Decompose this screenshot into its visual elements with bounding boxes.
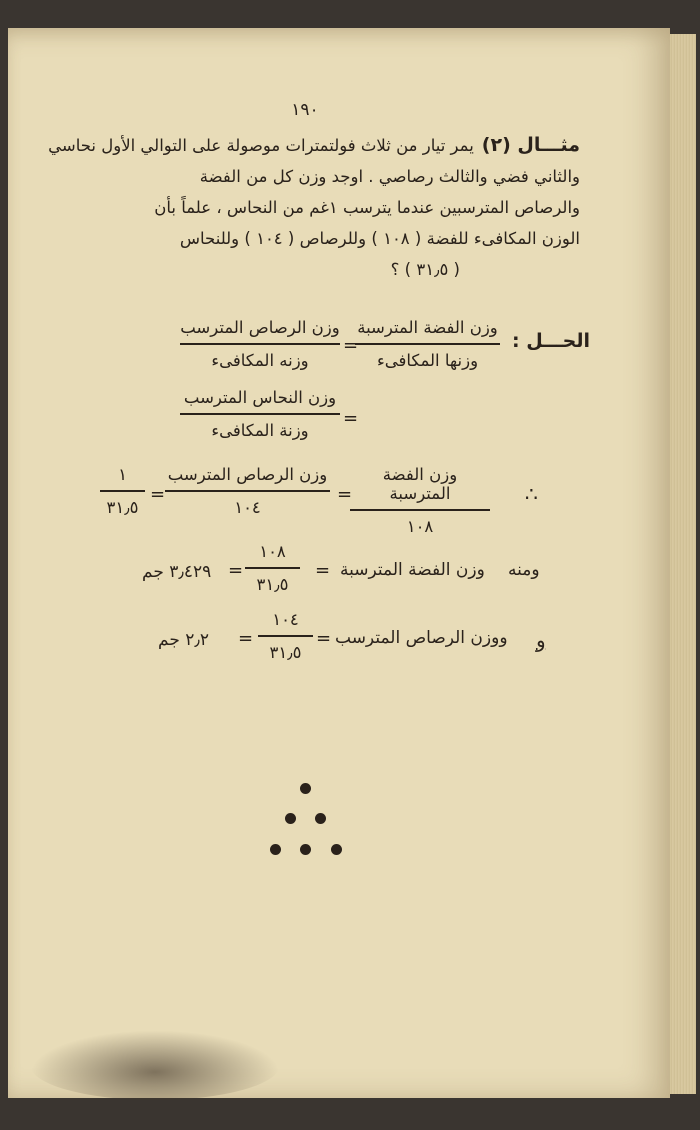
ornament-dot (285, 813, 296, 824)
ornament-dot (331, 844, 342, 855)
example-line-2: والثاني فضي والثالث رصاصي . اوجد وزن كل من الفضة (199, 167, 580, 186)
eq4-lhs: ووزن الرصاص المترسب (335, 628, 508, 648)
page-stain (30, 1030, 280, 1100)
eq2-equals-1: = (337, 484, 353, 505)
eq2-lead-fraction: وزن الرصاص المترسب ١٠٤ (165, 465, 330, 517)
eq4-equals-1: = (316, 628, 332, 649)
example-line-1: مثـــال (٢)يمر تيار من ثلاث فولتمترات موصولة على التوالي الأول نحاسي (48, 134, 580, 156)
example-line-5: ( ٣١٫٥ ) ؟ (390, 260, 460, 279)
eq3-equals-2: = (228, 560, 244, 581)
eq4-fraction: ١٠٤ ٣١٫٥ (258, 610, 313, 662)
eq2-copper-fraction: ١ ٣١٫٥ (100, 465, 145, 517)
eq3-prefix: ومنه (508, 560, 540, 580)
ornament-dot (270, 844, 281, 855)
eq3-equals-1: = (315, 560, 331, 581)
eq1-copper-fraction: وزن النحاس المترسب وزنة المكافىء (180, 388, 340, 440)
page-number: ١٩٠ (291, 100, 319, 120)
eq4-equals-2: = (238, 628, 254, 649)
eq3-lhs: وزن الفضة المترسبة (340, 560, 485, 580)
eq2-silver-fraction: وزن الفضة المترسبة ١٠٨ (350, 465, 490, 536)
eq4-result: ٢٫٢ جم (158, 630, 210, 650)
example-label: مثـــال (٢) (481, 134, 580, 156)
therefore-symbol: ∴ (525, 482, 538, 506)
eq3-fraction: ١٠٨ ٣١٫٥ (245, 542, 300, 594)
example-line-3: والرصاص المترسبين عندما يترسب ١غم من النحاس ، علماً بأن (154, 198, 580, 217)
eq1-silver-fraction: وزن الفضة المترسبة وزنها المكافىء (355, 318, 500, 370)
eq1-equals-2: = (343, 408, 359, 429)
example-line-4: الوزن المكافىء للفضة ( ١٠٨ ) وللرصاص ( ١٠٤ ) وللنحاس (179, 229, 580, 248)
example-paragraph (48, 130, 580, 285)
eq4-prefix: و (536, 628, 546, 652)
page-edge (670, 34, 696, 1094)
eq1-lead-fraction: وزن الرصاص المترسب وزنه المكافىء (180, 318, 340, 370)
eq2-equals-2: = (150, 484, 166, 505)
solution-label: الحـــل : (512, 330, 590, 352)
ornament-dot (300, 844, 311, 855)
eq3-result: ٣٫٤٢٩ جم (142, 562, 212, 582)
ornament-dot (300, 783, 311, 794)
eq1-equals-1: = (343, 335, 359, 356)
ornament-dot (315, 813, 326, 824)
